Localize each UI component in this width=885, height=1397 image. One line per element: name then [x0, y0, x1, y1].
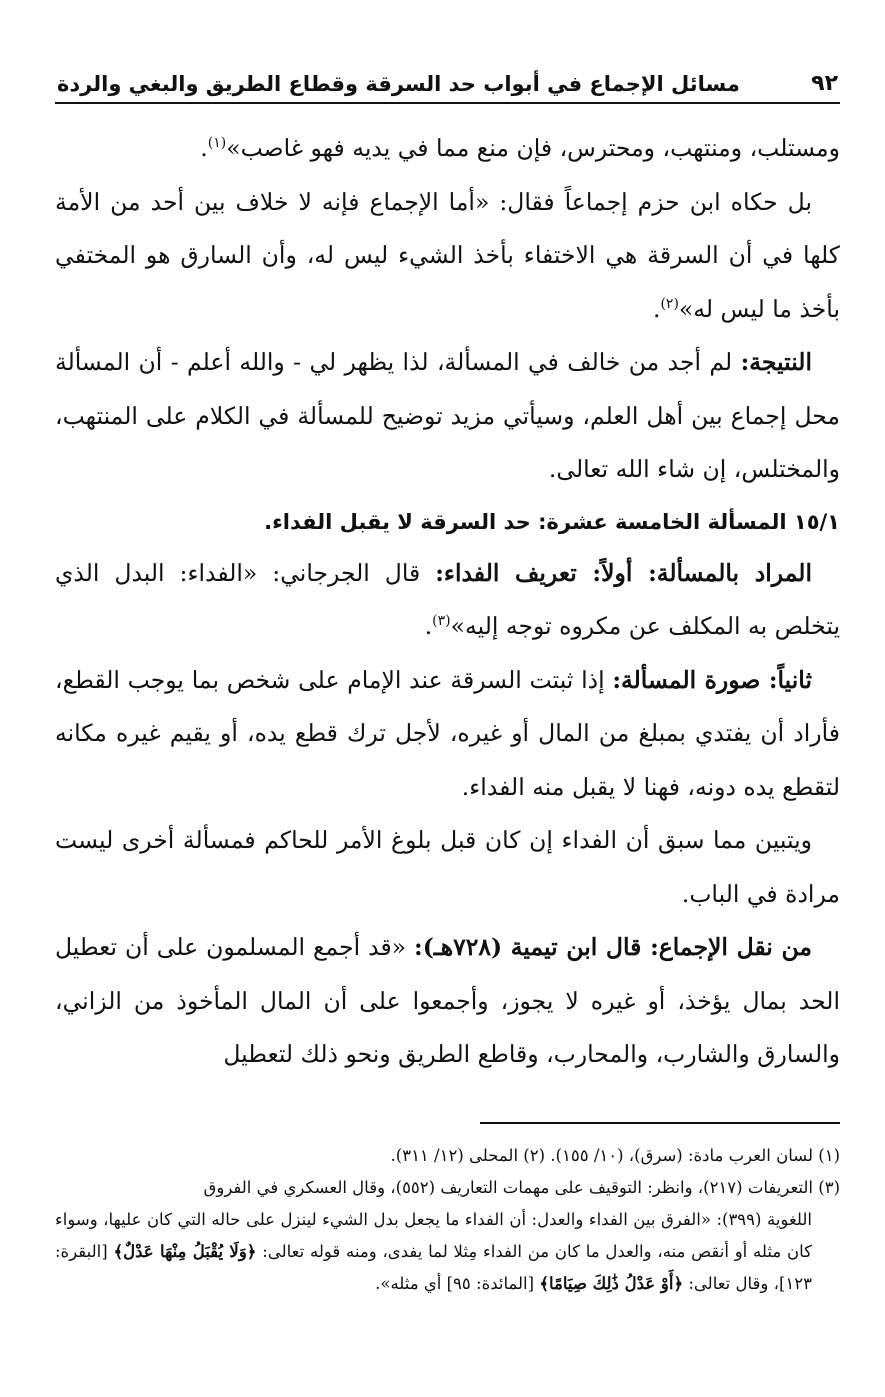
paragraph-result	[55, 336, 840, 497]
scenario-text: إذا ثبتت السرقة عند الإمام على شخص بما يوجب القطع، فأراد أن يفتدي بمبلغ من المال أو غيره، لأجل ترك قطع يده، أو يقيم غيره مكانه لتقطع يده دونه، فهنا لا يقبل منه الفداء.	[55, 665, 840, 801]
issue-heading: ١٥/١ المسألة الخامسة عشرة: حد السرقة لا يقبل الفداء.	[264, 509, 840, 534]
paragraph-2-text: بل حكاه ابن حزم إجماعاً فقال: «أما الإجماع فإنه لا خلاف بين أحد من الأمة كلها في أن السرقة هي الاختفاء بأخذ الشيء ليس له، وأن السارق هو المختفي بأخذ ما ليس له»	[55, 187, 840, 323]
footnote-ref-3: (٣)	[432, 613, 451, 630]
paragraph-2	[55, 176, 840, 337]
running-header	[55, 60, 840, 104]
footnote-3-continued	[55, 1204, 840, 1300]
book-page	[55, 60, 840, 1380]
page-number: ٩٢	[811, 71, 838, 96]
footnotes	[55, 1140, 840, 1300]
footnote-ref-2: (٢)	[660, 295, 679, 312]
footnote-3: (٣) التعريفات (٢١٧)، وانظر: التوقيف على مهمات التعاريف (٥٥٢)، وقال العسكري في الفروق	[203, 1177, 840, 1197]
paragraph-1	[55, 122, 840, 176]
paragraph-clarification: ويتبين مما سبق أن الفداء إن كان قبل بلوغ الأمر للحاكم فمسألة أخرى ليست مرادة في الباب.	[55, 826, 840, 908]
consensus-label: من نقل الإجماع: قال ابن تيمية (٧٢٨هـ):	[414, 933, 812, 961]
quran-verse-2-ref: [المائدة: ٩٥] أي مثله».	[375, 1273, 540, 1293]
result-label: النتيجة:	[740, 348, 812, 376]
paragraph-1-text: ومستلب، ومنتهب، ومحترس، فإن منع مما في يديه فهو غاصب»	[226, 134, 840, 162]
definition-end: .	[424, 612, 433, 640]
result-text: لم أجد من خالف في المسألة، لذا يظهر لي - والله أعلم - أن المسألة محل إجماع بين أهل العلم، وسيأتي مزيد توضيح للمسألة في الكلام على المنتهب، والمختلس، إن شاء الله تعالى.	[55, 348, 840, 483]
quran-verse-2: ﴿أَوْ عَدْلُ ذَٰلِكَ صِيَامًا﴾	[539, 1273, 684, 1293]
paragraph-2-end: .	[652, 294, 661, 323]
footnote-1-2: (١) لسان العرب مادة: (سرق)، (١٠/ ١٥٥). (٢) المحلى (١٢/ ٣١١).	[390, 1145, 840, 1165]
definition-label: المراد بالمسألة: أولاً: تعريف الفداء:	[435, 558, 812, 587]
paragraph-consensus	[55, 921, 840, 1082]
footnote-separator	[480, 1122, 840, 1124]
footnote-3-text: اللغوية (٣٩٩): «الفرق بين الفداء والعدل: أن الفداء ما يجعل بدل الشيء لينزل على حاله التي كان عليها، وسواء كان مثله أو أنقص منه، والعدل ما كان من الفداء مِثلا لما يفدى، ومنه قوله تعالى:	[55, 1209, 812, 1261]
scenario-label: ثانياً: صورة المسألة:	[612, 665, 812, 694]
consensus-text: «قد أجمع المسلمون على أن تعطيل الحد بمال يؤخذ، أو غيره لا يجوز، وأجمعوا على أن المال المأخوذ من الزاني، والسارق والشارب، والمحارب، وقاطع الطريق ونحو ذلك لتعطيل	[55, 933, 840, 1068]
running-title: مسائل الإجماع في أبواب حد السرقة وقطاع الطريق والبغي والردة	[57, 72, 740, 96]
paragraph-1-end: .	[200, 134, 208, 162]
paragraph-scenario	[55, 654, 840, 815]
main-text	[55, 122, 840, 1082]
paragraph-definition	[55, 547, 840, 654]
quran-verse-1-ref: [البقرة: ١٢٣]، وقال تعالى:	[55, 1241, 812, 1293]
quran-verse-1: ﴿وَلَا يُقْبَلُ مِنْهَا عَدْلٌ﴾	[113, 1241, 257, 1261]
footnote-ref-1: (١)	[207, 135, 227, 152]
definition-text: قال الجرجاني: «الفداء: البدل الذي يتخلص به المكلف عن مكروه توجه إليه»	[55, 558, 840, 640]
